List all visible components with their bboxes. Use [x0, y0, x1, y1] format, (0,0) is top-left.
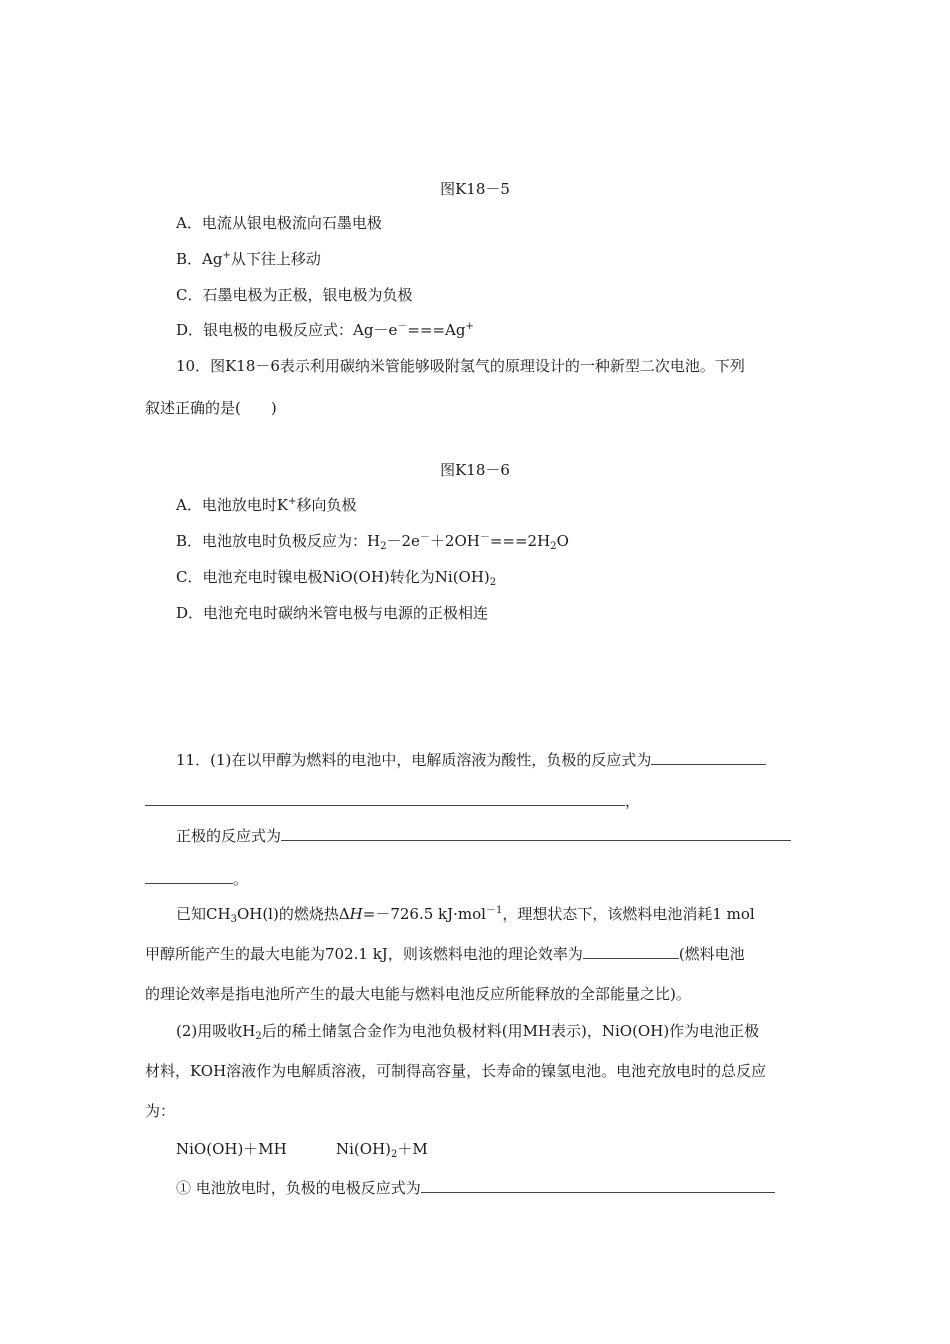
question-11-part2-line2: 材料，KOH溶液作为电解质溶液，可制得高容量，长寿命的镍氢电池。电池充放电时的总反应	[145, 1062, 767, 1080]
option-b: B．电池放电时负极反应为：$H_2-2e^-+2OH^-===2H_2O$	[176, 532, 569, 552]
answer-blank[interactable]	[145, 869, 233, 884]
answer-blank[interactable]	[421, 1178, 775, 1193]
option-d: D．电池充电时碳纳米管电极与电源的正极相连	[176, 604, 489, 622]
reaction-equation-right: $Ni(OH)_2+M$	[336, 1140, 428, 1160]
answer-blank[interactable]	[145, 791, 625, 806]
option-a: A．电池放电时K+移向负极	[176, 496, 357, 514]
question-11-positive-electrode-line: 正极的反应式为	[176, 826, 791, 846]
answer-blank[interactable]	[583, 944, 679, 959]
question-11-heat-line2: 甲醇所能产生的最大电能为702.1 kJ，则该燃料电池的理论效率为 (燃料电池	[145, 945, 745, 963]
reaction-equation-left: NiO(OH)＋MH	[176, 1140, 287, 1158]
question-11-heat-line3: 的理论效率是指电池所产生的最大电能与燃料电池反应所能释放的全部能量之比)。	[145, 985, 691, 1003]
question-11-heat-line1: 已知$CH_3OH(l)$的燃烧热ΔH=－726.5 kJ·mol$^{-1}$，理想状态下，该燃料电池消耗1 mol	[176, 905, 755, 925]
option-c: C．石墨电极为正极，银电极为负极	[176, 286, 413, 304]
option-c: C．电池充电时镍电极NiO(OH)转化为$Ni(OH)_2$	[176, 568, 497, 588]
question-10-stem-line1: 10．图K18－6表示利用碳纳米管能够吸附氢气的原理设计的一种新型二次电池。下列	[176, 357, 745, 375]
option-b: B．Ag+从下往上移动	[176, 250, 321, 268]
question-11-part1-line2: ，	[145, 791, 640, 811]
question-11-subquestion-1: ① 电池放电时，负极的电极反应式为	[176, 1178, 775, 1198]
figure-caption-k18-5: 图K18－5	[440, 180, 510, 198]
question-11-part2-line3: 为：	[145, 1102, 176, 1120]
option-a: A．电流从银电极流向石墨电极	[176, 214, 382, 232]
answer-blank[interactable]	[281, 826, 791, 841]
option-d: D．银电极的电极反应式：Ag－e－===Ag+	[176, 321, 474, 339]
question-11-part1-line1: 11．(1)在以甲醇为燃料的电池中，电解质溶液为酸性，负极的反应式为	[176, 750, 766, 770]
question-11-part1-end: 。	[145, 869, 248, 889]
question-10-stem-line2: 叙述正确的是( )	[145, 399, 277, 417]
question-11-part2-line1: (2)用吸收$H_2$后的稀土储氢合金作为电池负极材料(用MH表示)，NiO(OH)作为电池正极	[176, 1022, 760, 1042]
answer-blank[interactable]	[651, 750, 766, 765]
figure-caption-k18-6: 图K18－6	[440, 461, 510, 479]
